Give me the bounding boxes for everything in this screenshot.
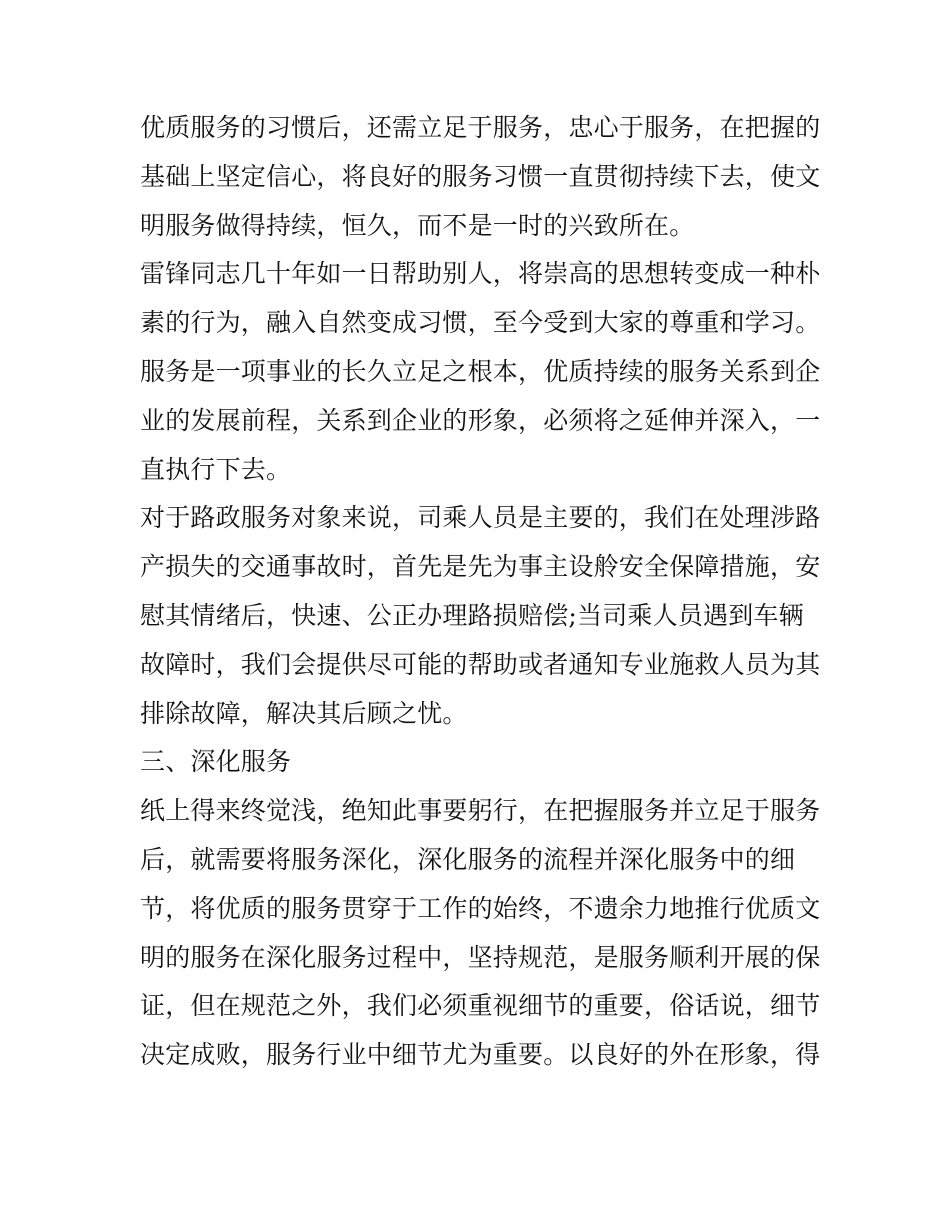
text-line: 优质服务的习惯后，还需立足于服务，忠心于服务，在把握的 [140,113,821,142]
text-line: 服务是一项事业的长久立足之根本，优质持续的服务关系到企 [140,356,821,386]
text-line: 基础上坚定信心，将良好的服务习惯一直贯彻持续下去，使文 [140,161,821,191]
section-heading: 三、深化服务 [140,747,292,777]
document-body [140,104,820,1080]
text-line: 决定成败，服务行业中细节尤为重要。以良好的外在形象，得 [140,1040,821,1070]
text-line: 素的行为，融入自然变成习惯，至今受到大家的尊重和学习。 [140,308,821,338]
text-line: 雷锋同志几十年如一日帮助别人，将崇高的思想转变成一种朴 [140,259,821,289]
text-line: 明服务做得持续，恒久，而不是一时的兴致所在。 [140,210,695,240]
text-line: 故障时，我们会提供尽可能的帮助或者通知专业施救人员为其 [140,649,821,679]
text-line: 对于路政服务对象来说，司乘人员是主要的，我们在处理涉路 [140,503,821,533]
text-line: 排除故障，解决其后顾之忧。 [140,698,468,728]
text-line: 后，就需要将服务深化，深化服务的流程并深化服务中的细 [140,844,796,874]
text-line: 明的服务在深化服务过程中，坚持规范，是服务顺利开展的保 [140,942,821,972]
text-line: 纸上得来终觉浅，绝知此事要躬行，在把握服务并立足于服务 [140,796,821,826]
text-line: 慰其情绪后，快速、公正办理路损赔偿;当司乘人员遇到车辆 [140,600,804,630]
text-line: 直执行下去。 [140,454,292,484]
text-line: 业的发展前程，关系到企业的形象，必须将之延伸并深入，一 [140,405,821,435]
text-line: 证，但在规范之外，我们必须重视细节的重要，俗话说，细节 [140,991,821,1021]
text-line: 节，将优质的服务贯穿于工作的始终，不遗余力地推行优质文 [140,893,821,923]
text-line: 产损失的交通事故时，首先是先为事主设舲安全保障措施，安 [140,552,821,582]
